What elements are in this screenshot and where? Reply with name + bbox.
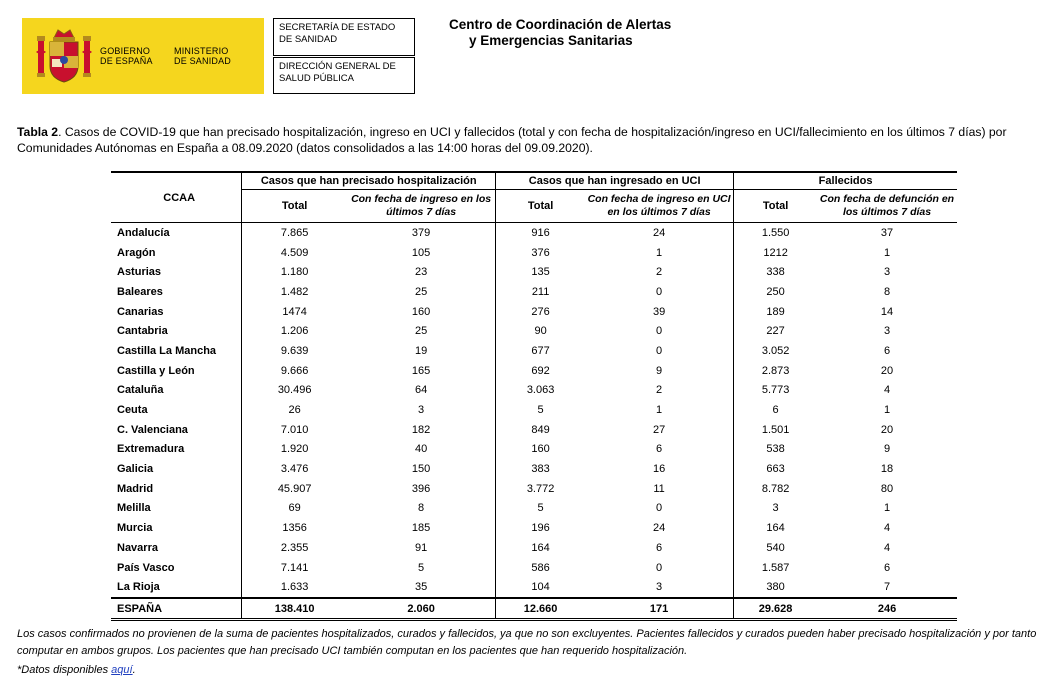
secretaria-line1: SECRETARÍA DE ESTADO [279, 22, 396, 33]
ccaa-cell: La Rioja [117, 581, 160, 594]
table-row [111, 538, 957, 558]
hosp-7d-cell: 25 [414, 325, 428, 338]
hosp-7d-cell: 25 [414, 285, 428, 298]
fall-total-cell: 5.773 [734, 381, 817, 401]
hosp-7d-cell: 19 [414, 344, 428, 357]
total-row [111, 598, 957, 620]
ccaa-cell: Canarias [117, 305, 164, 318]
uci-total-cell: 135 [496, 262, 585, 282]
table-row [111, 341, 957, 361]
table-row [111, 440, 957, 460]
uci-total-cell: 3.772 [496, 479, 585, 499]
centro-title [449, 17, 671, 49]
hosp-total-cell: 4.509 [242, 243, 347, 263]
hosp-7d-cell: 64 [414, 384, 428, 397]
gobierno-logo [22, 18, 264, 94]
fall-7d-cell: 7 [883, 581, 891, 594]
hosp-total-cell: 7.141 [242, 558, 347, 578]
table-row [111, 499, 957, 519]
uci-7d-cell: 11 [653, 482, 665, 495]
footnote-prefix: *Datos disponibles [17, 664, 112, 676]
sub-header-fall: Con fecha de defunción en los últimos 7 días [819, 193, 955, 218]
table-caption-text: . Casos de COVID-19 que han precisado hospitalización, ingreso en UCI y fallecidos (total y con fecha de hospitalización/ingreso en UCI/fallecimiento en los últimos 7 días) por Comunidades Autónomas en España a 08.09.2020 (datos consolidados a las 14:00 horas del 09.09.2020). [17, 125, 1007, 155]
fall-7d-cell: 6 [883, 561, 891, 574]
fall-total-cell: 189 [734, 302, 817, 322]
table-row [111, 479, 957, 499]
table-row [111, 302, 957, 322]
fall-7d-cell: 4 [883, 522, 891, 535]
hosp-7d-cell: 185 [411, 522, 431, 535]
fall-7d-cell: 9 [883, 443, 891, 456]
ccaa-header: CCAA [111, 172, 242, 223]
fall-total-cell: 8.782 [734, 479, 817, 499]
table-caption-label: Tabla 2 [17, 125, 59, 139]
table-row [111, 518, 957, 538]
fall-7d-cell: 8 [883, 285, 891, 298]
total-header-hosp: Total [242, 190, 347, 223]
hosp-total-cell: 9.639 [242, 341, 347, 361]
fall-7d-cell: 14 [880, 305, 894, 318]
uci-7d-cell: 1 [656, 246, 663, 259]
table-row [111, 243, 957, 263]
footnote [17, 664, 136, 676]
ccaa-cell: Aragón [117, 246, 156, 259]
fall-total-cell: 540 [734, 538, 817, 558]
ccaa-cell: Extremadura [117, 443, 185, 456]
ccaa-cell: Murcia [117, 522, 153, 535]
sub-header-hosp: Con fecha de ingreso en los últimos 7 días [351, 193, 492, 218]
gobierno-line2: DE ESPAÑA [100, 56, 153, 66]
total-header-uci: Total [496, 190, 585, 223]
uci-total-cell: 376 [496, 243, 585, 263]
fall-7d-cell: 3 [883, 266, 891, 279]
fall-7d-cell: 4 [883, 541, 891, 554]
hosp-7d-cell: 379 [347, 223, 496, 243]
fall-7d-cell: 37 [817, 223, 957, 243]
ccaa-cell: Cantabria [117, 325, 168, 338]
hosp-total-cell: 9.666 [242, 361, 347, 381]
fall-7d-cell: 6 [883, 344, 891, 357]
fall-7d-cell: 3 [883, 325, 891, 338]
fall-7d-cell: 18 [880, 463, 894, 476]
hosp-7d-cell: 160 [411, 305, 431, 318]
fall-total-cell: 29.628 [734, 598, 817, 620]
uci-total-cell: 164 [496, 538, 585, 558]
fall-total-cell: 1.501 [734, 420, 817, 440]
uci-7d-cell: 0 [656, 325, 663, 338]
sub-header-uci: Con fecha de ingreso en UCI en los últimos 7 días [587, 193, 731, 218]
hosp-7d-cell: 40 [414, 443, 428, 456]
fall-total-cell: 164 [734, 518, 817, 538]
fall-total-cell: 2.873 [734, 361, 817, 381]
table-row [111, 282, 957, 302]
uci-total-cell: 160 [496, 440, 585, 460]
ministerio-line2: DE SANIDAD [174, 56, 232, 66]
uci-7d-cell: 0 [656, 285, 663, 298]
fall-7d-cell: 1 [883, 246, 891, 259]
fall-7d-cell: 20 [880, 364, 894, 377]
group-uci-header: Casos que han ingresado en UCI [496, 172, 734, 190]
hosp-7d-cell: 2.060 [347, 598, 496, 620]
uci-total-cell: 90 [496, 321, 585, 341]
fall-7d-cell: 80 [880, 482, 894, 495]
fall-7d-cell: 1 [883, 502, 891, 515]
table-row [111, 558, 957, 578]
uci-7d-cell: 171 [585, 598, 734, 620]
group-fallecidos-header: Fallecidos [734, 172, 957, 190]
hosp-7d-cell: 182 [411, 423, 431, 436]
uci-total-cell: 677 [496, 341, 585, 361]
fall-7d-cell: 1 [883, 404, 891, 417]
table-row [111, 321, 957, 341]
hosp-total-cell: 45.907 [242, 479, 347, 499]
uci-total-cell: 692 [496, 361, 585, 381]
uci-7d-cell: 9 [656, 364, 663, 377]
hosp-total-cell: 1474 [242, 302, 347, 322]
fall-7d-cell: 20 [880, 423, 894, 436]
uci-7d-cell: 39 [652, 305, 666, 318]
ccaa-cell: ESPAÑA [111, 598, 242, 620]
hosp-total-cell: 138.410 [242, 598, 347, 620]
fall-total-cell: 3.052 [734, 341, 817, 361]
fall-7d-cell: 4 [883, 384, 891, 397]
hosp-total-cell: 26 [242, 400, 347, 420]
ccaa-cell: Melilla [117, 502, 151, 515]
uci-total-cell: 104 [496, 577, 585, 598]
ccaa-cell: Ceuta [117, 404, 148, 417]
fall-total-cell: 6 [734, 400, 817, 420]
uci-total-cell: 5 [496, 400, 585, 420]
direccion-line2: SALUD PÚBLICA [279, 73, 354, 84]
uci-total-cell: 12.660 [496, 598, 585, 620]
uci-7d-cell: 24 [652, 522, 666, 535]
table-note: Los casos confirmados no provienen de la suma de pacientes hospitalizados, curados y fallecidos, ya que no son excluyentes. Pacientes fallecidos y curados pueden haber precisado hospitalización y por tanto computar en ambos grupos. Los pacientes que han precisado UCI también computan en los pacientes que han requerido hospitalización. [17, 628, 1037, 657]
table-caption [17, 124, 1047, 156]
uci-total-cell: 5 [496, 499, 585, 519]
fall-total-cell: 338 [734, 262, 817, 282]
uci-7d-cell: 2 [656, 266, 663, 279]
secretaria-line2: DE SANIDAD [279, 34, 338, 45]
coat-of-arms-icon [36, 26, 92, 86]
uci-total-cell: 849 [496, 420, 585, 440]
hosp-total-cell: 1.206 [242, 321, 347, 341]
secretaria-box [273, 18, 415, 56]
hosp-total-cell: 1.920 [242, 440, 347, 460]
table-row [111, 361, 957, 381]
hosp-7d-cell: 5 [418, 561, 425, 574]
ministerio-text [174, 46, 231, 66]
uci-7d-cell: 16 [652, 463, 666, 476]
fall-total-cell: 538 [734, 440, 817, 460]
hosp-total-cell: 1.180 [242, 262, 347, 282]
ccaa-cell: Asturias [117, 266, 162, 279]
uci-total-cell: 3.063 [496, 381, 585, 401]
uci-7d-cell: 0 [656, 344, 663, 357]
uci-7d-cell: 0 [656, 502, 663, 515]
uci-total-cell: 276 [496, 302, 585, 322]
ccaa-cell: Castilla La Mancha [117, 344, 217, 357]
uci-7d-cell: 0 [656, 561, 663, 574]
ccaa-cell: Galicia [117, 463, 154, 476]
direccion-box [273, 57, 415, 94]
hosp-total-cell: 7.865 [242, 223, 347, 243]
ccaa-cell: Cataluña [117, 384, 164, 397]
uci-7d-cell: 2 [656, 384, 663, 397]
ccaa-cell: Andalucía [111, 223, 242, 243]
ministerio-line1: MINISTERIO [174, 46, 229, 56]
uci-7d-cell: 24 [585, 223, 734, 243]
hosp-total-cell: 3.476 [242, 459, 347, 479]
hosp-7d-cell: 396 [411, 482, 431, 495]
fall-total-cell: 250 [734, 282, 817, 302]
covid-table [111, 171, 957, 621]
uci-7d-cell: 6 [656, 541, 663, 554]
hosp-total-cell: 7.010 [242, 420, 347, 440]
hosp-total-cell: 2.355 [242, 538, 347, 558]
uci-total-cell: 196 [496, 518, 585, 538]
uci-7d-cell: 6 [656, 443, 663, 456]
ccaa-cell: Navarra [117, 541, 158, 554]
fall-total-cell: 380 [734, 577, 817, 598]
table-row [111, 262, 957, 282]
table-row [111, 459, 957, 479]
hosp-total-cell: 30.496 [242, 381, 347, 401]
table-row [111, 420, 957, 440]
fall-total-cell: 663 [734, 459, 817, 479]
gobierno-line1: GOBIERNO [100, 46, 151, 56]
ccaa-cell: Madrid [117, 482, 154, 495]
centro-title-line1: Centro de Coordinación de Alertas [449, 17, 672, 32]
uci-total-cell: 383 [496, 459, 585, 479]
ccaa-cell: Castilla y León [117, 364, 195, 377]
table-row [111, 381, 957, 401]
hosp-7d-cell: 35 [414, 581, 428, 594]
ccaa-cell: Baleares [117, 285, 163, 298]
hosp-total-cell: 1356 [242, 518, 347, 538]
uci-7d-cell: 27 [652, 423, 666, 436]
fall-total-cell: 3 [734, 499, 817, 519]
uci-7d-cell: 3 [656, 581, 663, 594]
hosp-7d-cell: 165 [411, 364, 431, 377]
fall-total-cell: 1.587 [734, 558, 817, 578]
table-row [111, 223, 957, 243]
uci-7d-cell: 1 [656, 404, 663, 417]
ccaa-cell: C. Valenciana [117, 423, 188, 436]
hosp-7d-cell: 23 [414, 266, 428, 279]
footnote-link[interactable]: aquí [111, 664, 133, 676]
ccaa-cell: País Vasco [117, 561, 175, 574]
total-header-fall: Total [734, 190, 817, 223]
table-row [111, 577, 957, 598]
hosp-total-cell: 1.633 [242, 577, 347, 598]
hosp-7d-cell: 105 [411, 246, 431, 259]
hosp-7d-cell: 8 [418, 502, 425, 515]
footnote-suffix: . [132, 664, 136, 676]
gobierno-text [100, 46, 153, 66]
group-hospitalizacion-header: Casos que han precisado hospitalización [242, 172, 496, 190]
hosp-total-cell: 1.482 [242, 282, 347, 302]
hosp-7d-cell: 91 [414, 541, 428, 554]
hosp-7d-cell: 150 [411, 463, 431, 476]
uci-total-cell: 916 [496, 223, 585, 243]
uci-total-cell: 586 [496, 558, 585, 578]
uci-total-cell: 211 [496, 282, 585, 302]
direccion-line1: DIRECCIÓN GENERAL DE [279, 61, 396, 72]
centro-title-line2: y Emergencias Sanitarias [469, 33, 633, 48]
fall-total-cell: 227 [734, 321, 817, 341]
hosp-total-cell: 69 [242, 499, 347, 519]
fall-total-cell: 1212 [734, 243, 817, 263]
hosp-7d-cell: 3 [418, 404, 425, 417]
fall-total-cell: 1.550 [734, 223, 817, 243]
fall-7d-cell: 246 [817, 598, 957, 620]
table-row [111, 400, 957, 420]
table-body [111, 223, 957, 620]
